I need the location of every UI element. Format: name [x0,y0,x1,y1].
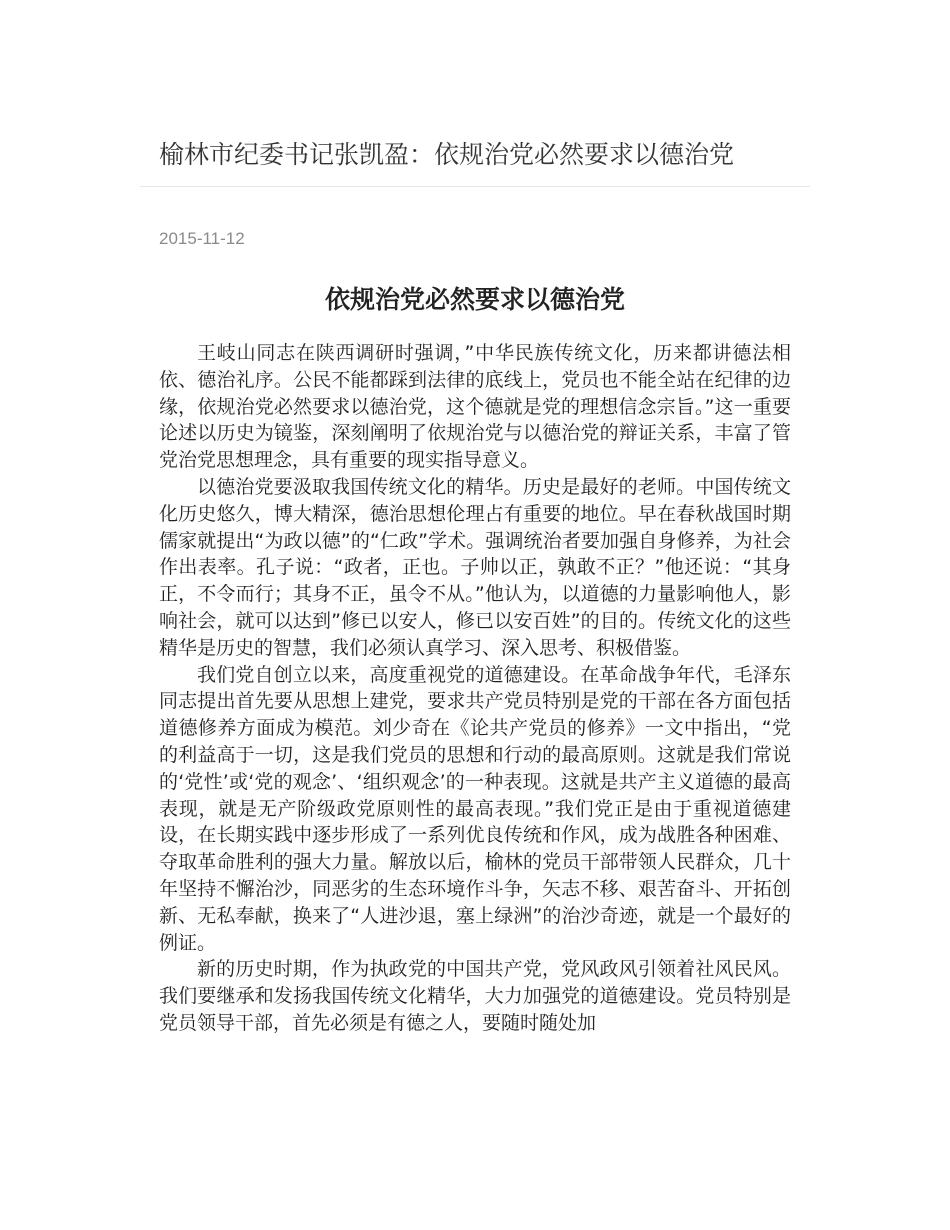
page-title: 榆林市纪委书记张凯盈：依规治党必然要求以德治党 [159,140,735,169]
page-header [140,132,810,187]
article-body [159,340,791,1130]
article-paragraph-2: 以德治党要汲取我国传统文化的精华。历史是最好的老师。中国传统文化历史悠久，博大精深，德治思想伦理占有重要的地位。早在春秋战国时期儒家就提出“为政以德”的“仁政”学术。强调统治者要加强自身修养，为社会作出表率。孔子说：“政者，正也。子帅以正，孰敢不正？”他还说：“其身正，不令而行；其身不正，虽令不从。”他认为，以道德的力量影响他人，影响社会，就可以达到”修已以安人，修已以安百姓”的目的。传统文化的这些精华是历史的智慧，我们必须认真学习、深入思考、积极借鉴。 [159,475,791,659]
article-paragraph-1: 王岐山同志在陕西调研时强调，”中华民族传统文化，历来都讲德法相依、德治礼序。公民不能都踩到法律的底线上，党员也不能全站在纪律的边缘，依规治党必然要求以德治党，这个德就是党的理想信念宗旨。”这一重要论述以历史为镜鉴，深刻阐明了依规治党与以德治党的辩证关系，丰富了管党治党思想理念，具有重要的现实指导意义。 [159,342,791,472]
article-paragraph-3: 我们党自创立以来，高度重视党的道德建设。在革命战争年代，毛泽东同志提出首先要从思想上建党，要求共产党员特别是党的干部在各方面包括道德修养方面成为模范。刘少奇在《论共产党员的修养》一文中指出，“党的利益高于一切，这是我们党员的思想和行动的最高原则。这就是我们常说的‘党性’或‘党的观念’、‘组织观念’的一种表现。这就是共产主义道德的最高表现，就是无产阶级政党原则性的最高表现。”我们党正是由于重视道德建设，在长期实践中逐步形成了一系列优良传统和作风，成为战胜各种困难、夺取革命胜利的强大力量。解放以后，榆林的党员干部带领人民群众，几十年坚持不懈治沙，同恶劣的生态环境作斗争，矢志不移、艰苦奋斗、开拓创新、无私奉献，换来了“人进沙退，塞上绿洲”的治沙奇迹，就是一个最好的例证。 [159,663,791,954]
article-paragraph-4: 新的历史时期，作为执政党的中国共产党，党风政风引领着社风民风。我们要继承和发扬我国传统文化精华，大力加强党的道德建设。党员特别是党员领导干部，首先必须是有德之人，要随时随处加 [159,958,791,1034]
article-title: 依规治党必然要求以德治党 [324,285,625,314]
publish-date: 2015-11-12 [159,229,245,248]
